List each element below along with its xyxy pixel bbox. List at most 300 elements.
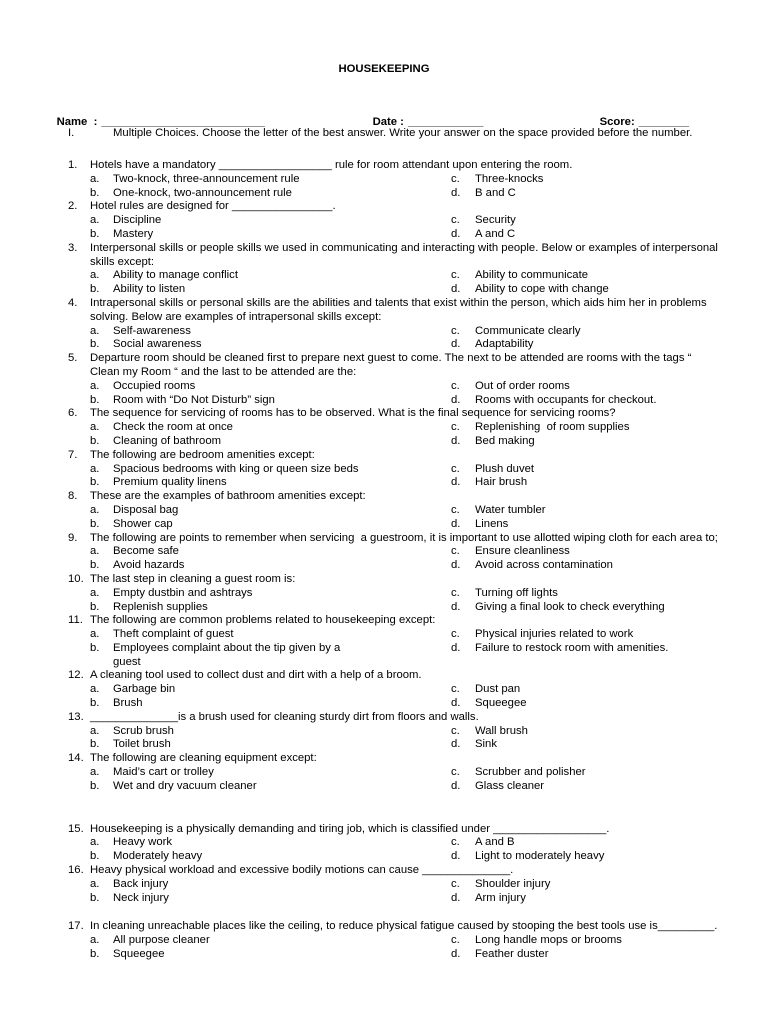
option-text: Wall brush: [475, 724, 528, 737]
answer-option: [90, 214, 451, 228]
option-letter: b.: [90, 338, 100, 351]
answer-option: [451, 435, 758, 449]
question-number: 10.: [68, 572, 84, 585]
question-number: 4.: [68, 296, 78, 309]
option-letter: d.: [451, 600, 461, 613]
question-stem: [68, 669, 758, 683]
option-text: Occupied rooms: [113, 379, 196, 392]
option-text: Feather duster: [475, 948, 549, 961]
answer-option: [90, 173, 451, 187]
option-letter: c.: [451, 683, 460, 696]
option-text: Disposal bag: [113, 503, 179, 516]
question-number: 7.: [68, 448, 78, 461]
option-letter: b.: [90, 738, 100, 751]
option-letter: d.: [451, 559, 461, 572]
option-text: Self-awareness: [113, 324, 191, 337]
section-instruction: Multiple Choices. Choose the letter of the best answer. Write your answer on the space provided before the number.: [113, 127, 693, 139]
answer-options: [90, 214, 758, 242]
answer-option: [90, 421, 451, 435]
option-text: Back injury: [113, 877, 169, 890]
question-stem: [68, 920, 758, 934]
option-letter: d.: [451, 641, 461, 654]
option-text: Check the room at once: [113, 421, 233, 434]
option-text: Light to moderately heavy: [475, 850, 605, 863]
option-text: Three-knocks: [475, 172, 544, 185]
question-text: [90, 614, 435, 628]
question-number: 15.: [68, 822, 84, 835]
option-letter: c.: [451, 724, 460, 737]
option-letter: c.: [451, 269, 460, 282]
option-letter: a.: [90, 379, 100, 392]
question-text: [90, 352, 691, 380]
score-blank: ________: [638, 115, 689, 128]
option-letter: a.: [90, 324, 100, 337]
option-letter: c.: [451, 214, 460, 227]
answer-option: [451, 214, 758, 228]
answer-options: [90, 878, 758, 906]
question-stem: [68, 532, 758, 546]
answer-option: [451, 504, 758, 518]
option-text: Discipline: [113, 214, 162, 227]
answer-options: [90, 173, 758, 201]
option-text: Out of order rooms: [475, 379, 570, 392]
answer-option: [90, 850, 451, 864]
question-stem: [68, 864, 758, 878]
option-text: Mastery: [113, 227, 154, 240]
answer-option: [90, 476, 451, 490]
answer-options: [90, 463, 758, 491]
option-text: Two-knock, three-announcement rule: [113, 172, 300, 185]
answer-option: [451, 601, 758, 615]
option-letter: c.: [451, 628, 460, 641]
question-stem: [68, 449, 758, 463]
answer-option: [451, 380, 758, 394]
answer-option: [451, 187, 758, 201]
question-text: [90, 864, 513, 878]
answer-option: [90, 435, 451, 449]
option-text: Brush: [113, 697, 143, 710]
question-number: 1.: [68, 159, 78, 171]
question-stem: [68, 711, 758, 725]
option-letter: a.: [90, 269, 100, 282]
question-item: [68, 614, 758, 669]
question-item: [68, 200, 758, 241]
answer-option: [90, 587, 451, 601]
question-stem: [68, 823, 758, 837]
question-item: [68, 711, 758, 752]
answer-option: [90, 325, 451, 339]
option-text: Spacious bedrooms with king or queen size beds: [113, 462, 359, 475]
option-text: Ability to manage conflict: [113, 269, 238, 282]
answer-option: [451, 892, 758, 906]
option-text: Communicate clearly: [475, 324, 581, 337]
option-letter: d.: [451, 891, 461, 904]
answer-option: [90, 948, 451, 962]
option-text: Shower cap: [113, 517, 173, 530]
question-item: [68, 669, 758, 710]
option-letter: b.: [90, 476, 100, 489]
option-letter: a.: [90, 421, 100, 434]
answer-option: [90, 559, 451, 573]
option-letter: c.: [451, 379, 460, 392]
question-number: 5.: [68, 352, 78, 365]
answer-option: [90, 836, 451, 850]
option-letter: b.: [90, 283, 100, 296]
question-text: [90, 200, 336, 214]
option-letter: d.: [451, 517, 461, 530]
answer-option: [451, 628, 758, 642]
question-text: [90, 711, 479, 725]
answer-options: [90, 628, 758, 669]
question-list: [68, 159, 758, 962]
answer-options: [90, 380, 758, 408]
option-letter: b.: [90, 434, 100, 447]
option-text: Avoid hazards: [113, 559, 185, 572]
option-letter: a.: [90, 628, 100, 641]
answer-option: [90, 394, 451, 408]
question-item: [68, 407, 758, 448]
question-text-line: The following are common problems related to housekeeping except:: [90, 614, 436, 627]
answer-option: [451, 394, 758, 408]
option-letter: d.: [451, 283, 461, 296]
question-item: [68, 532, 758, 573]
question-text: [90, 449, 315, 463]
document-title: HOUSEKEEPING: [338, 63, 430, 75]
question-stem: [68, 752, 758, 766]
option-letter: d.: [451, 186, 461, 199]
option-letter: d.: [451, 948, 461, 961]
question-text-line: Clean my Room “ and the last to be attended are the:: [90, 365, 357, 378]
question-item: [68, 823, 758, 864]
question-text-line: A cleaning tool used to collect dust and dirt with a help of a broom.: [90, 669, 422, 682]
answer-option: [90, 697, 451, 711]
option-text: Linens: [475, 517, 509, 530]
answer-option: [451, 173, 758, 187]
answer-option: [90, 228, 451, 242]
option-text: Avoid across contamination: [475, 559, 613, 572]
option-letter: b.: [90, 850, 100, 863]
answer-option: [451, 269, 758, 283]
question-item: [68, 864, 758, 905]
option-letter: c.: [451, 462, 460, 475]
option-text: Turning off lights: [475, 586, 558, 599]
option-text: Plush duvet: [475, 462, 535, 475]
option-text: Premium quality linens: [113, 476, 227, 489]
question-number: 8.: [68, 490, 78, 503]
answer-option: [90, 504, 451, 518]
option-text: Giving a final look to check everything: [475, 600, 665, 613]
option-text: Water tumbler: [475, 503, 546, 516]
question-item: [68, 159, 758, 200]
question-text-line: skills except:: [90, 255, 155, 268]
answer-options: [90, 934, 758, 962]
option-letter: b.: [90, 559, 100, 572]
question-text: [90, 297, 707, 325]
option-text: Cleaning of bathroom: [113, 434, 222, 447]
option-text: Shoulder injury: [475, 877, 551, 890]
answer-option: [451, 725, 758, 739]
option-letter: d.: [451, 697, 461, 710]
question-text-line: Intrapersonal skills or personal skills are the abilities and talents that exist within the person, which aids him her in problems: [90, 296, 707, 309]
option-letter: d.: [451, 434, 461, 447]
option-letter: c.: [451, 324, 460, 337]
option-text: Squeegee: [475, 697, 527, 710]
date-label: Date :: [372, 115, 404, 128]
question-text-line: Interpersonal skills or people skills we used in communicating and interacting with people. Below or examples of interpersonal: [90, 241, 718, 254]
answer-option: [90, 725, 451, 739]
question-item: [68, 242, 758, 297]
answer-option: [90, 545, 451, 559]
answer-option: [451, 338, 758, 352]
option-text: Squeegee: [113, 948, 165, 961]
question-item: [68, 573, 758, 614]
answer-option: [451, 878, 758, 892]
answer-options: [90, 269, 758, 297]
option-letter: c.: [451, 503, 460, 516]
question-text-line: The following are points to remember when servicing a guestroom, it is important to use allotted wiping cloth for each area to;: [90, 531, 718, 544]
question-text: [90, 532, 718, 546]
option-text: Employees complaint about the tip given by a guest: [113, 641, 341, 668]
option-letter: a.: [90, 877, 100, 890]
question-item: [68, 490, 758, 531]
question-item: [68, 297, 758, 352]
question-text-line: These are the examples of bathroom amenities except:: [90, 490, 366, 503]
option-letter: a.: [90, 214, 100, 227]
question-text: [90, 573, 295, 587]
answer-option: [451, 948, 758, 962]
question-text-line: Departure room should be cleaned first to prepare next guest to come. The next to be attended are rooms with the tags “: [90, 352, 692, 365]
section-heading: [68, 127, 758, 141]
question-text-line: The following are bedroom amenities except:: [90, 448, 315, 461]
question-number: 14.: [68, 752, 84, 765]
option-text: Failure to restock room with amenities.: [475, 641, 669, 654]
option-letter: b.: [90, 186, 100, 199]
option-letter: b.: [90, 891, 100, 904]
option-text: Security: [475, 214, 516, 227]
answer-option: [451, 545, 758, 559]
question-stem: [68, 573, 758, 587]
option-text: Maid’s cart or trolley: [113, 766, 214, 779]
option-letter: a.: [90, 545, 100, 558]
option-letter: a.: [90, 172, 100, 185]
question-text: [90, 242, 718, 270]
option-letter: c.: [451, 545, 460, 558]
question-stem: [68, 490, 758, 504]
question-stem: [68, 352, 758, 380]
option-text: Garbage bin: [113, 683, 176, 696]
answer-option: [90, 738, 451, 752]
question-text-line: solving. Below are examples of intrapersonal skills except:: [90, 310, 382, 323]
question-text-line: ______________is a brush used for cleaning sturdy dirt from floors and walls.: [90, 710, 479, 723]
date-blank: ____________: [407, 115, 484, 128]
section-numeral: I.: [68, 127, 75, 139]
option-letter: d.: [451, 779, 461, 792]
option-letter: c.: [451, 877, 460, 890]
answer-option: [90, 463, 451, 477]
option-letter: a.: [90, 724, 100, 737]
option-text: Bed making: [475, 434, 535, 447]
option-letter: d.: [451, 738, 461, 751]
option-text: One-knock, two-announcement rule: [113, 186, 292, 199]
question-text-line: In cleaning unreachable places like the ceiling, to reduce physical fatigue caused by stooping the best tools use is_________.: [90, 920, 718, 933]
option-text: Wet and dry vacuum cleaner: [113, 779, 257, 792]
option-text: Ability to listen: [113, 283, 186, 296]
answer-option: [451, 228, 758, 242]
answer-option: [451, 836, 758, 850]
option-letter: c.: [451, 836, 460, 849]
question-text-line: Heavy physical workload and excessive bodily motions can cause ______________.: [90, 864, 514, 877]
name-label: Name :: [56, 115, 98, 128]
option-letter: a.: [90, 503, 100, 516]
option-letter: c.: [451, 766, 460, 779]
answer-option: [451, 518, 758, 532]
answer-option: [451, 421, 758, 435]
option-letter: b.: [90, 393, 100, 406]
option-text: Neck injury: [113, 891, 169, 904]
answer-option: [451, 934, 758, 948]
question-number: 3.: [68, 241, 78, 254]
option-letter: a.: [90, 766, 100, 779]
answer-option: [451, 738, 758, 752]
option-text: Scrub brush: [113, 724, 174, 737]
option-letter: b.: [90, 948, 100, 961]
option-letter: b.: [90, 779, 100, 792]
question-text: [90, 920, 717, 934]
option-text: Replenishing of room supplies: [475, 421, 630, 434]
question-number: 9.: [68, 531, 78, 544]
question-stem: [68, 200, 758, 214]
option-letter: b.: [90, 517, 100, 530]
answer-options: [90, 766, 758, 794]
answer-option: [90, 380, 451, 394]
option-letter: a.: [90, 836, 100, 849]
question-number: 16.: [68, 864, 84, 877]
option-letter: b.: [90, 227, 100, 240]
option-letter: b.: [90, 600, 100, 613]
question-text: [90, 407, 616, 421]
answer-option: [90, 934, 451, 948]
answer-option: [90, 283, 451, 297]
option-letter: d.: [451, 476, 461, 489]
option-letter: d.: [451, 338, 461, 351]
question-number: 12.: [68, 669, 84, 682]
answer-option: [90, 518, 451, 532]
option-text: Toilet brush: [113, 738, 171, 751]
answer-option: [90, 766, 451, 780]
answer-option: [90, 683, 451, 697]
option-text: Heavy work: [113, 836, 173, 849]
option-text: All purpose cleaner: [113, 934, 210, 947]
option-text: Glass cleaner: [475, 779, 545, 792]
question-stem: [68, 614, 758, 628]
answer-options: [90, 587, 758, 615]
score-label: Score:: [599, 115, 635, 128]
question-item: [68, 920, 758, 961]
option-letter: b.: [90, 641, 100, 654]
option-text: Empty dustbin and ashtrays: [113, 586, 253, 599]
answer-options: [90, 325, 758, 353]
question-text-line: Hotels have a mandatory __________________ rule for room attendant upon entering the room.: [90, 159, 573, 171]
option-letter: c.: [451, 586, 460, 599]
answer-option: [90, 269, 451, 283]
option-text: A and C: [475, 227, 516, 240]
option-text: Adaptability: [475, 338, 534, 351]
answer-options: [90, 683, 758, 711]
question-text-line: Housekeeping is a physically demanding and tiring job, which is classified under __________________.: [90, 822, 610, 835]
option-text: Physical injuries related to work: [475, 628, 634, 641]
option-letter: b.: [90, 697, 100, 710]
question-text-line: The sequence for servicing of rooms has to be observed. What is the final sequence for servicing rooms?: [90, 407, 616, 420]
question-text: [90, 669, 422, 683]
question-number: 6.: [68, 407, 78, 420]
answer-option: [451, 476, 758, 490]
option-text: B and C: [475, 186, 516, 199]
option-text: Scrubber and polisher: [475, 766, 586, 779]
question-stem: [68, 159, 758, 173]
question-stem: [68, 242, 758, 270]
answer-option: [451, 559, 758, 573]
answer-option: [451, 697, 758, 711]
option-letter: d.: [451, 227, 461, 240]
answer-option: [90, 601, 451, 615]
option-text: A and B: [475, 836, 515, 849]
answer-options: [90, 836, 758, 864]
answer-option: [451, 642, 758, 670]
option-letter: a.: [90, 462, 100, 475]
question-number: 13.: [68, 710, 84, 723]
option-letter: c.: [451, 172, 460, 185]
option-letter: a.: [90, 683, 100, 696]
option-text: Arm injury: [475, 891, 526, 904]
answer-options: [90, 545, 758, 573]
question-stem: [68, 297, 758, 325]
answer-option: [451, 780, 758, 794]
option-letter: c.: [451, 421, 460, 434]
name-blank: __________________________: [101, 115, 265, 128]
option-text: Become safe: [113, 545, 179, 558]
option-text: Hair brush: [475, 476, 528, 489]
answer-options: [90, 504, 758, 532]
answer-option: [90, 878, 451, 892]
question-text: [90, 823, 609, 837]
option-letter: d.: [451, 850, 461, 863]
answer-option: [90, 642, 451, 670]
option-text: Ensure cleanliness: [475, 545, 570, 558]
question-number: 2.: [68, 200, 78, 213]
option-letter: c.: [451, 934, 460, 947]
question-text-line: The following are cleaning equipment except:: [90, 752, 317, 765]
answer-option: [451, 766, 758, 780]
option-text: Ability to cope with change: [475, 283, 609, 296]
option-text: Rooms with occupants for checkout.: [475, 393, 657, 406]
answer-option: [90, 780, 451, 794]
answer-options: [90, 421, 758, 449]
answer-option: [90, 338, 451, 352]
question-item: [68, 449, 758, 490]
question-item: [68, 752, 758, 793]
answer-option: [451, 283, 758, 297]
answer-options: [90, 725, 758, 753]
option-text: Dust pan: [475, 683, 521, 696]
answer-option: [451, 325, 758, 339]
option-text: Ability to communicate: [475, 269, 589, 282]
option-letter: a.: [90, 586, 100, 599]
question-text-line: Hotel rules are designed for ________________.: [90, 200, 336, 213]
answer-option: [451, 850, 758, 864]
option-text: Theft complaint of guest: [113, 628, 234, 641]
question-number: 17.: [68, 920, 84, 933]
answer-option: [90, 187, 451, 201]
